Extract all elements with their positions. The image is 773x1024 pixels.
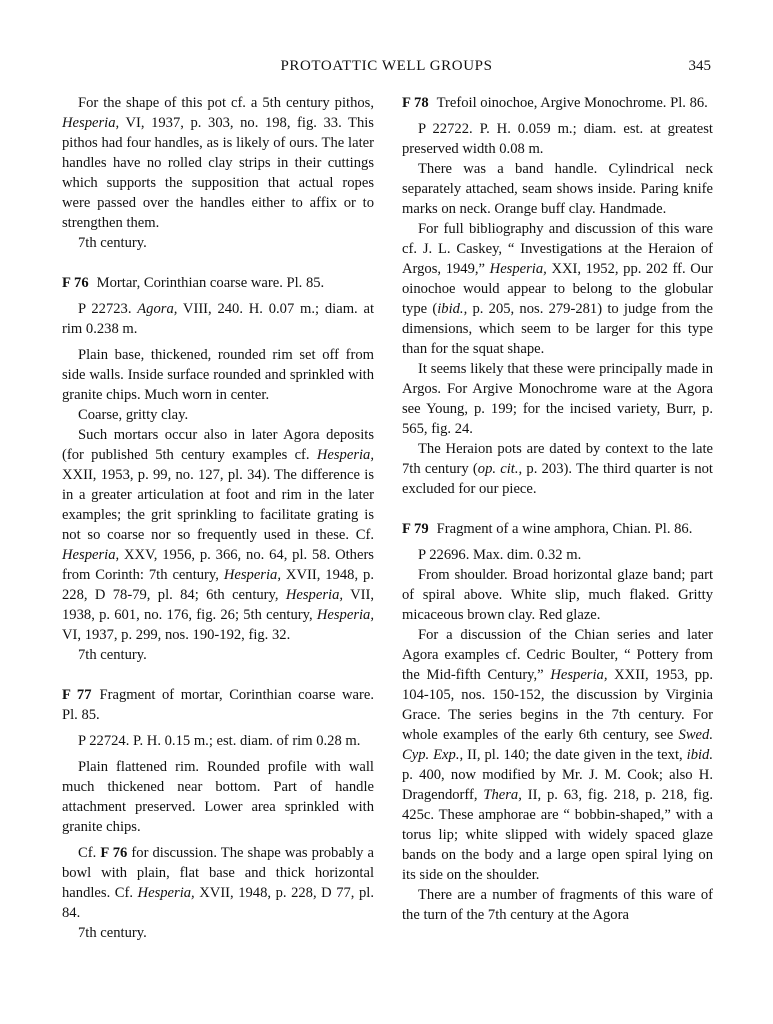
f77-date: 7th century. <box>78 925 147 941</box>
right-column <box>402 93 713 925</box>
f79-discussion: For a discussion of the Chian series and later Agora examples cf. Cedric Boulter, “ Pottery from the Mid-fifth Century,” Hesperia, XXII, 1953, pp. 104-105, nos. 150-152, the discussion by Virginia Grace. The series begins in the 7th century. For whole examples of the early 6th century, see Swed. Cyp. Exp., II, pl. 140; the date given in the text, ibid. p. 400, now modified by Mr. J. M. Cook; also H. Dragendorff, Thera, II, p. 63, fig. 218, p. 218, fig. 425c. These amphorae are “ bobbin-shaped,” with a torus lip; white slipped with widely spaced glaze bands on the body and a large open spiral lying on its side on the shoulder. <box>402 627 713 883</box>
f77-title: Fragment of mortar, Corinthian coarse ware. Pl. 85. <box>62 687 374 723</box>
intro-paragraph: For the shape of this pot cf. a 5th century pithos, Hesperia, VI, 1937, p. 303, no. 198, fig. 33. This pithos had four handles, as is likely of ours. The later handles have no rolled clay strips in their cuttings which supports the supposition that actual ropes were passed over the handles either to affix or to strengthen them. <box>62 95 374 231</box>
f78-heading <box>402 93 713 113</box>
f77-catalog-number: F 77 <box>62 687 92 703</box>
f77-inventory: P 22724. P. H. 0.15 m.; est. diam. of rim 0.28 m. <box>78 733 361 749</box>
f78-argos-note: It seems likely that these were principally made in Argos. For Argive Monochrome ware at the Agora see Young, p. 199; for the incised variety, Burr, p. 565, fig. 24. <box>402 361 713 437</box>
running-head <box>0 58 773 82</box>
f78-description: There was a band handle. Cylindrical neck separately attached, seam shows inside. Paring knife marks on neck. Orange buff clay. Handmade. <box>402 161 713 217</box>
f76-discussion: Such mortars occur also in later Agora deposits (for published 5th century examples cf. Hesperia, XXII, 1953, p. 99, no. 127, pl. 34). The difference is in a greater articulation at foot and rim in the later examples; the grit sprinkling to facilitate grating is not so coarse nor so frequently used in these. Cf. Hesperia, XXV, 1956, p. 366, no. 64, pl. 58. Others from Corinth: 7th century, Hesperia, XVII, 1948, p. 228, D 78-79, pl. 84; 6th century, Hesperia, VII, 1938, p. 601, no. 176, fig. 26; 5th century, Hesperia, VI, 1937, p. 299, nos. 190-192, fig. 32. <box>62 427 374 643</box>
f77-comparison: Cf. F 76 for discussion. The shape was probably a bowl with plain, flat base and thick horizontal handles. Cf. Hesperia, XVII, 1948, p. 228, D 77, pl. 84. <box>62 845 375 921</box>
left-column <box>62 93 374 943</box>
f78-inventory: P 22722. P. H. 0.059 m.; diam. est. at greatest preserved width 0.08 m. <box>402 121 713 157</box>
f76-description: Plain base, thickened, rounded rim set off from side walls. Inside surface rounded and sprinkled with granite chips. Much worn in center. <box>62 347 374 403</box>
running-title: PROTOATTIC WELL GROUPS <box>280 58 493 74</box>
f77-description: Plain flattened rim. Rounded profile with wall much thickened near bottom. Part of handle attachment preserved. Lower area sprinkled with granite chips. <box>62 759 374 835</box>
f79-title: Fragment of a wine amphora, Chian. Pl. 86. <box>436 521 693 537</box>
f77-heading <box>62 685 374 725</box>
f76-cross-reference: F 76 <box>100 845 128 861</box>
f78-heraion-note: The Heraion pots are dated by context to the late 7th century (op. cit., p. 203). The third quarter is not excluded for our piece. <box>402 441 713 497</box>
f79-description: From shoulder. Broad horizontal glaze band; part of spiral above. White slip, much flaked. Gritty micaceous brown clay. Red glaze. <box>402 567 713 623</box>
f78-catalog-number: F 78 <box>402 95 429 111</box>
page-number: 345 <box>688 58 711 74</box>
intro-date: 7th century. <box>78 235 147 251</box>
f79-heading <box>402 519 713 539</box>
f79-catalog-number: F 79 <box>402 521 429 537</box>
f79-continuation: There are a number of fragments of this ware of the turn of the 7th century at the Agora <box>402 887 713 923</box>
f76-date: 7th century. <box>78 647 147 663</box>
f79-inventory: P 22696. Max. dim. 0.32 m. <box>418 547 582 563</box>
f78-title: Trefoil oinochoe, Argive Monochrome. Pl. 86. <box>436 95 708 111</box>
f76-title: Mortar, Corinthian coarse ware. Pl. 85. <box>96 275 325 291</box>
f76-catalog-number: F 76 <box>62 275 89 291</box>
f76-heading <box>62 273 374 293</box>
f78-bibliography: For full bibliography and discussion of this ware cf. J. L. Caskey, “ Investigations at the Heraion of Argos, 1949,” Hesperia, XXI, 1952, pp. 202 ff. Our oinochoe would appear to belong to the globular type (ibid., p. 205, nos. 279-281) to judge from the dimensions, which seem to be larger for this type than for the squat shape. <box>402 221 714 357</box>
f76-fabric: Coarse, gritty clay. <box>78 407 189 423</box>
f76-inventory: P 22723. Agora, VIII, 240. H. 0.07 m.; diam. at rim 0.238 m. <box>62 301 374 337</box>
